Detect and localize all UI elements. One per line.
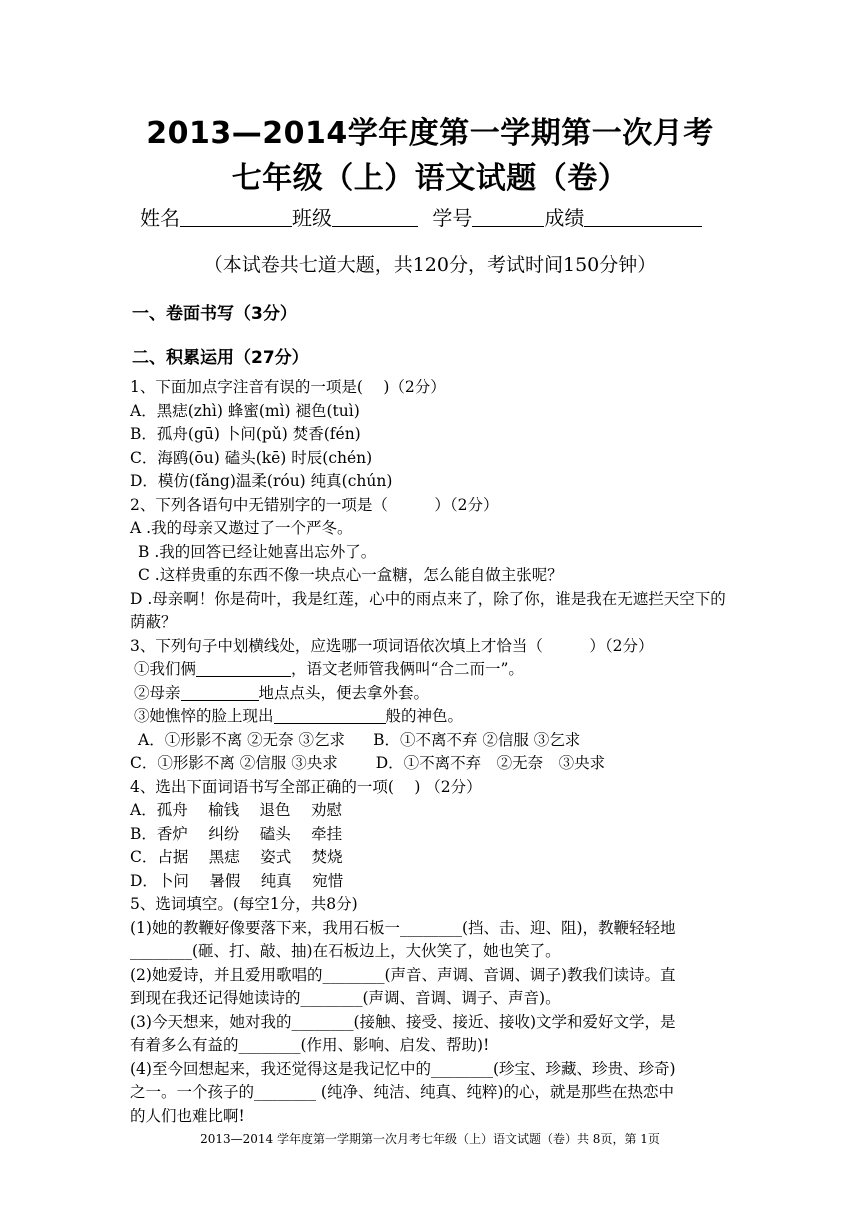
- question-2-option-b: B .我的回答已经让她喜出忘外了。: [138, 542, 377, 561]
- sentence-2-blank: [181, 683, 259, 701]
- question-3-option-b: B．①不离不弃 ②信服 ③乞求: [373, 730, 581, 749]
- question-4-stem: 4、选出下面词语书写全部正确的一项( ) （2分）: [130, 777, 482, 796]
- exam-title-line2: 七年级（上）语文试题（卷）: [231, 161, 629, 196]
- question-3-sentence-2: ②母亲 地点点头，便去拿外套。: [134, 683, 430, 702]
- exam-note: （本试卷共七道大题，共120分，考试时间150分钟）: [203, 254, 657, 276]
- student-id-label: 学号: [432, 206, 473, 230]
- question-3-option-a: A．①形影不离 ②无奈 ③乞求: [138, 730, 346, 749]
- question-5-item-4-line-2: 之一。一个孩子的________ (纯净、纯洁、纯真、纯粹)的心，就是那些在热恋中: [130, 1083, 675, 1101]
- question-2-option-d: D .母亲啊！你是荷叶，我是红莲，心中的雨点来了，除了你，谁是我在无遮拦天空下的荫蔽？: [130, 589, 726, 631]
- sentence-1-blank: [196, 659, 291, 677]
- question-5-item-1-line-2: ________(砸、打、敲、抽)在石板边上，大伙笑了，她也笑了。: [130, 942, 561, 960]
- page-footer: 2013—2014 学年度第一学期第一次月考七年级（上）语文试题（卷）共 8页，第 1页: [200, 1132, 660, 1146]
- question-5-item-4-line-3: 的人们也难比啊!: [130, 1106, 245, 1125]
- question-5-item-4-line-1: (4)至今回想起来，我还觉得这是我记忆中的________(珍宝、珍藏、珍贵、珍奇): [130, 1059, 676, 1078]
- question-5-stem: 5、选词填空。(每空1分，共8分): [130, 895, 358, 913]
- question-3-stem: 3、下列句子中划横线处，应选哪一项词语依次填上才恰当（ ）（2分）: [130, 636, 654, 655]
- question-3-options-cd: [130, 752, 730, 776]
- score-field[interactable]: [584, 208, 702, 227]
- sentence-3-blank: [274, 706, 386, 724]
- question-3-options-ab: [130, 729, 730, 753]
- section-heading-1: 一、卷面书写（3分）: [132, 304, 297, 324]
- question-5-item-3-line-1: (3)今天想来，她对我的________(接触、接受、接近、接收)文学和爱好文学，是: [130, 1012, 676, 1031]
- question-3-sentence-3: ③她憔悴的脸上现出 般的神色。: [134, 707, 464, 725]
- question-5-item-1-line-1: (1)她的教鞭好像要落下来，我用石板一________(挡、击、迎、阻)，教鞭轻轻地: [130, 918, 676, 937]
- question-5-item-3-line-2: 有着多么有益的________(作用、影响、启发、帮助)!: [130, 1036, 490, 1054]
- question-3-option-c: C．①形影不离 ②信服 ③央求: [130, 754, 338, 772]
- question-1-option-a: A．黑痣(zhì) 蜂蜜(mì) 褪色(tuì): [130, 401, 360, 420]
- question-4-option-d: D．卜问 暑假 纯真 宛惜: [130, 871, 344, 890]
- name-label: 姓名: [140, 206, 180, 230]
- student-id-field[interactable]: [472, 208, 544, 227]
- question-4-option-b: B．香炉 纠纷 磕头 牵挂: [130, 824, 343, 843]
- question-5-item-2-line-2: 到现在我还记得她读诗的________(声调、音调、调子、声音)。: [130, 989, 561, 1007]
- question-4-option-a: A．孤舟 榆钱 退色 劝慰: [130, 801, 342, 819]
- question-4-option-c: C．占据 黑痣 姿式 焚烧: [130, 848, 343, 866]
- name-field[interactable]: [180, 208, 292, 227]
- question-1-option-b: B．孤舟(gū) 卜问(pǔ) 焚香(fén): [130, 425, 361, 443]
- question-1-option-d: D．模仿(fǎng)温柔(róu) 纯真(chún): [130, 472, 393, 490]
- section-heading-2: 二、积累运用（27分）: [132, 348, 309, 368]
- student-info-row: [140, 202, 740, 231]
- question-3-option-d: D．①不离不弃 ②无奈 ③央求: [375, 754, 606, 772]
- exam-title-line1: 2013—2014学年度第一学期第一次月考: [146, 116, 714, 151]
- question-3-sentence-1: ①我们俩 ，语文老师管我俩叫“合二而一”。: [134, 660, 524, 678]
- question-2-stem: 2、下列各语句中无错别字的一项是（ ）（2分）: [130, 495, 499, 514]
- question-2-option-a: A .我的母亲又遨过了一个严冬。: [130, 519, 353, 537]
- score-label: 成绩: [544, 206, 585, 230]
- question-1-stem: 1、下面加点字注音有误的一项是( )（2分）: [130, 378, 446, 396]
- class-label: 班级: [292, 206, 332, 230]
- question-1-option-c: C．海鸥(ōu) 磕头(kē) 时辰(chén): [130, 448, 373, 467]
- questions-body: [130, 376, 730, 1128]
- class-field[interactable]: [332, 208, 418, 227]
- question-2-option-c: C .这样贵重的东西不像一块点心一盒糖，怎么能自做主张呢？: [138, 566, 563, 584]
- question-5-item-2-line-1: (2)她爱诗，并且爱用歌唱的________(声音、声调、音调、调子)教我们读诗。直: [130, 965, 676, 984]
